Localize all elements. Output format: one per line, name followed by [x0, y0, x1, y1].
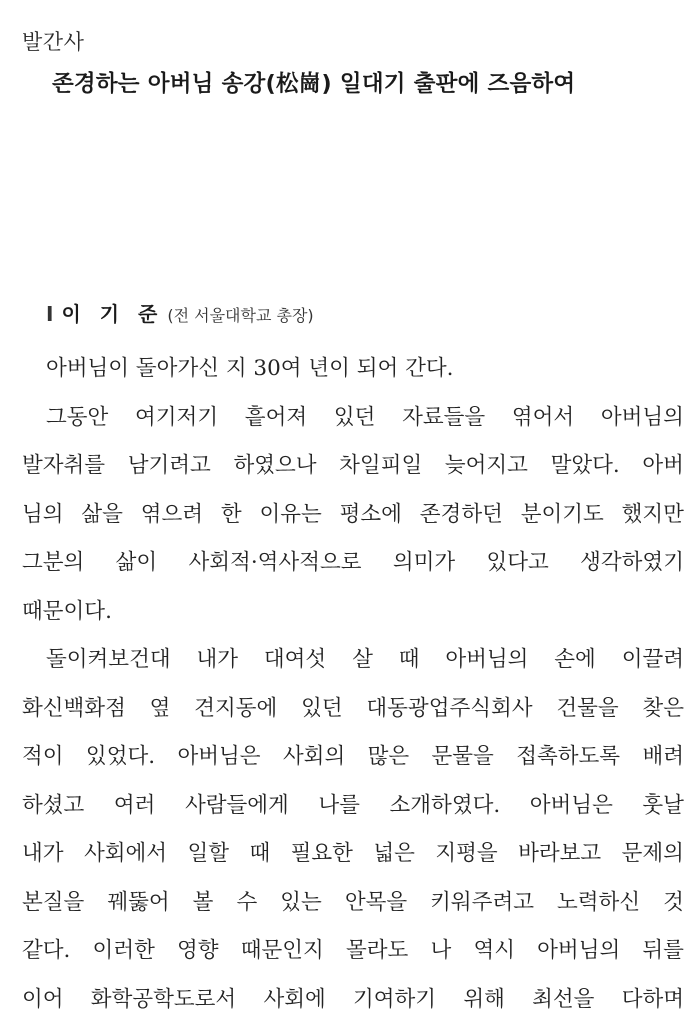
page-title: 존경하는 아버님 송강(松崗) 일대기 출판에 즈음하여 — [52, 66, 575, 98]
text-line: 적이 있었다. 아버님은 사회의 많은 문물을 접촉하도록 배려 — [22, 733, 684, 782]
text-line: 아버님이 돌아가신 지 30여 년이 되어 간다. — [22, 345, 684, 394]
byline-mark: I — [46, 302, 53, 326]
text-line: 본질을 꿰뚫어 볼 수 있는 안목을 키워주려고 노력하신 것 — [22, 879, 684, 928]
text-line: 화신백화점 옆 견지동에 있던 대동광업주식회사 건물을 찾은 — [22, 685, 684, 734]
text-line: 돌이켜보건대 내가 대여섯 살 때 아버님의 손에 이끌려 — [22, 636, 684, 685]
body-text — [22, 345, 684, 1024]
text-line: 이어 화학공학도로서 사회에 기여하기 위해 최선을 다하며 — [22, 976, 684, 1024]
text-line: 하셨고 여러 사람들에게 나를 소개하였다. 아버님은 훗날 — [22, 782, 684, 831]
text-line: 그동안 여기저기 흩어져 있던 자료들을 엮어서 아버님의 — [22, 394, 684, 443]
section-label: 발간사 — [22, 26, 84, 56]
text-line: 내가 사회에서 일할 때 필요한 넓은 지평을 바라보고 문제의 — [22, 830, 684, 879]
text-line: 님의 삶을 엮으려 한 이유는 평소에 존경하던 분이기도 했지만 — [22, 491, 684, 540]
text-line: 같다. 이러한 영향 때문인지 몰라도 나 역시 아버님의 뒤를 — [22, 927, 684, 976]
author-name: 이 기 준 — [61, 298, 163, 327]
text-line: 그분의 삶이 사회적·역사적으로 의미가 있다고 생각하였기 — [22, 539, 684, 588]
byline — [46, 298, 314, 327]
text-line: 발자취를 남기려고 하였으나 차일피일 늦어지고 말았다. 아버 — [22, 442, 684, 491]
author-role: (전 서울대학교 총장) — [167, 303, 313, 326]
text-line: 때문이다. — [22, 588, 684, 637]
